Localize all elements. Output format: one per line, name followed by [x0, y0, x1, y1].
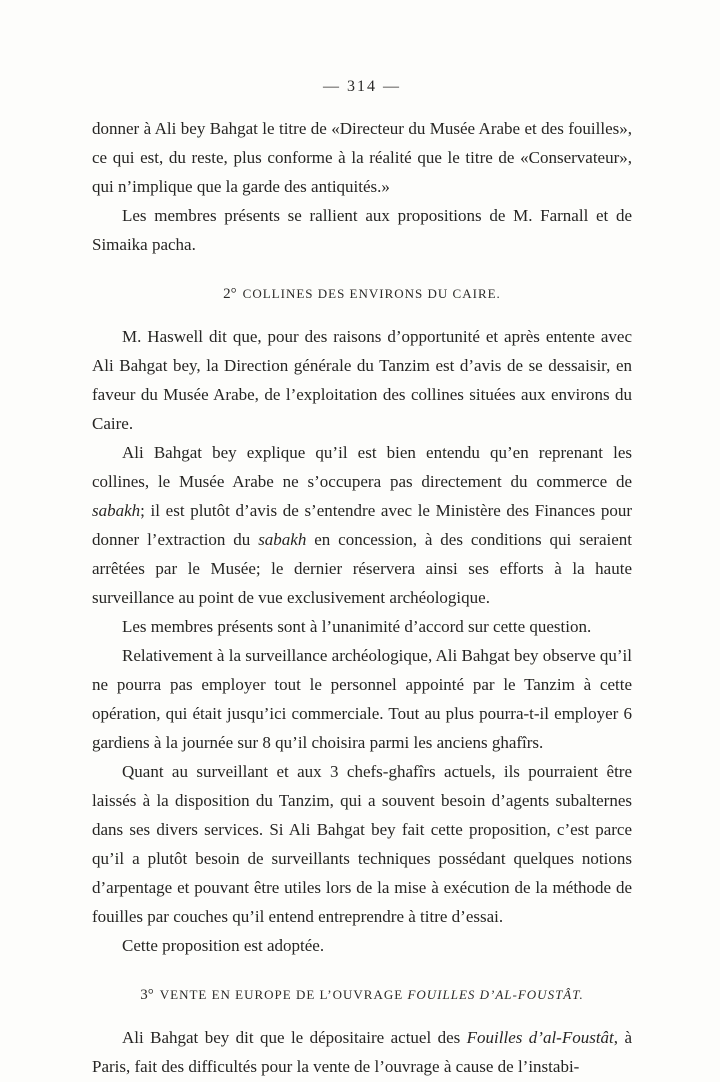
italic-term: Fouilles d’al-Foustât: [466, 1028, 614, 1047]
section-heading-2: [92, 286, 632, 303]
section-title: COLLINES DES ENVIRONS DU CAIRE.: [242, 286, 501, 301]
paragraph-text: , à Paris, fait des difficultés pour la vente de l’ouvrage à cause de l’instabi-: [92, 1028, 632, 1076]
paragraph-text: ; il est plutôt d’avis de s’entendre avec le Ministère des Finances pour donner l’extraction du: [92, 501, 632, 549]
paragraph: Quant au surveillant et aux 3 chefs-ghafîrs actuels, ils pourraient être laissés à la disposition du Tanzim, qui a souvent besoin d’agents subalternes dans ses divers services. Si Ali Bahgat bey fait cette proposition, c’est parce qu’il a plutôt besoin de surveillants techniques possédant quelques notions d’arpentage et pouvant être utiles lors de la mise à exécution de la méthode de fouilles par couches qu’il entend entreprendre à titre d’essai.: [92, 762, 632, 926]
paragraph: Les membres présents sont à l’unanimité d’accord sur cette question.: [122, 617, 592, 636]
section-heading-3: [92, 987, 632, 1004]
paragraph-text: en concession, à des conditions qui seraient arrêtées par le Musée; le dernier réservera ainsi ses efforts à la haute surveillance au point de vue exclusivement archéologique.: [92, 530, 632, 607]
section-number: 2°: [223, 286, 237, 302]
paragraph: [92, 1023, 632, 1081]
italic-term: sabakh: [258, 530, 307, 549]
paragraph: [92, 438, 632, 612]
page-number: — 314 —: [323, 78, 401, 95]
paragraph: M. Haswell dit que, pour des raisons d’opportunité et après entente avec Ali Bahgat bey, la Direction générale du Tanzim est d’avis de se dessaisir, en faveur du Musée Arabe, de l’exploitation des collines situées aux environs du Caire.: [92, 327, 632, 433]
paragraph: Les membres présents se rallient aux propositions de M. Farnall et de Simaika pacha.: [92, 206, 632, 254]
section-title: VENTE EN EUROPE DE L’OUVRAGE: [159, 987, 408, 1002]
paragraph: Relativement à la surveillance archéologique, Ali Bahgat bey observe qu’il ne pourra pas employer tout le personnel appointé par le Tanzim à cette opération, qui était jusqu’ici commerciale. Tout au plus pourra-t-il employer 6 gardiens à la journée sur 8 qu’il choisira parmi les anciens ghafîrs.: [92, 646, 632, 752]
paragraph-text: Ali Bahgat bey dit que le dépositaire actuel des: [122, 1028, 467, 1047]
paragraph-continuation: donner à Ali bey Bahgat le titre de «Directeur du Musée Arabe et des fouilles», ce qui est, du reste, plus conforme à la réalité que le titre de «Conservateur», qui n’implique que la garde des antiquités.»: [92, 119, 632, 196]
italic-term: sabakh: [92, 501, 141, 520]
paragraph: Cette proposition est adoptée.: [122, 936, 325, 955]
paragraph-text: Ali Bahgat bey explique qu’il est bien entendu qu’en reprenant les collines, le Musée Arabe ne s’occupera pas directement du commerce de: [92, 443, 632, 491]
section-number: 3°: [140, 987, 154, 1003]
section-title-italic: FOUILLES D’AL-FOUSTÂT.: [407, 987, 584, 1002]
